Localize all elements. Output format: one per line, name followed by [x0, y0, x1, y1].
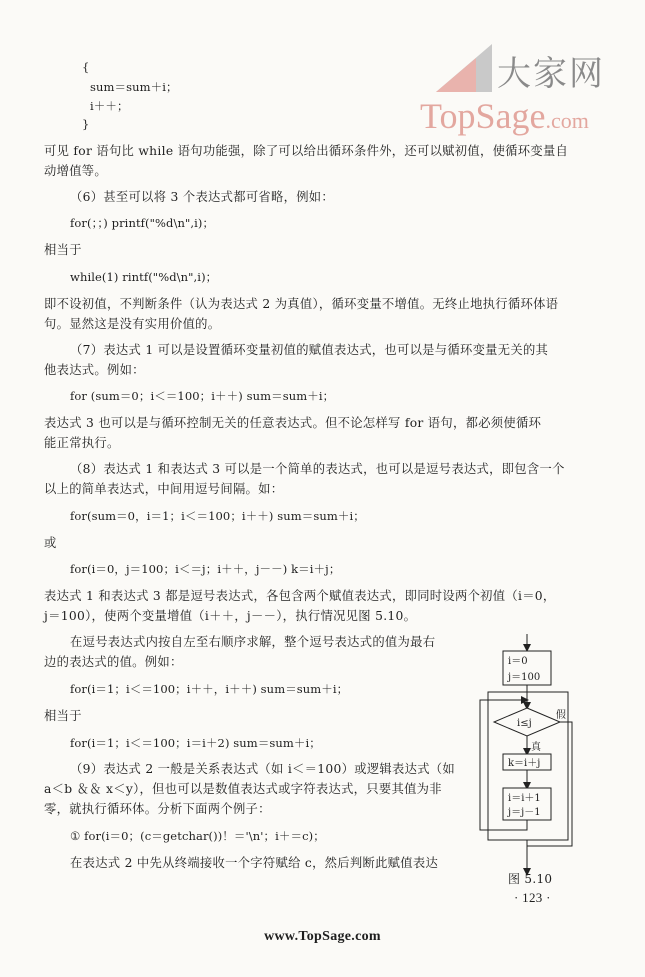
text-line: 可见 for 语句比 while 语句功能强，除了可以给出循环条件外，还可以赋初值，使循环变量自 [44, 144, 569, 158]
text-line: 即不设初值，不判断条件（认为表达式 2 为真值），循环变量不增值。无终止地执行循环体语 [44, 297, 559, 311]
flowchart-body-label: k＝i＋j [508, 758, 541, 769]
code-line: for(i＝1；i＜＝100；i＝i＋2) sum＝sum＋i； [70, 736, 321, 750]
text-line: 表达式 3 也可以是与循环控制无关的任意表达式。但不论怎样写 for 语句，都必须使循环 [44, 416, 542, 430]
text-line: 相当于 [44, 243, 82, 257]
watermark-chinese: 大家网 [497, 54, 605, 94]
text-line: 零，就执行循环体。分析下面两个例子： [44, 802, 271, 816]
text-line: 他表达式。例如： [44, 363, 145, 377]
text-line: （6）甚至可以将 3 个表达式都可省略，例如： [70, 190, 335, 204]
code-line: sum＝sum＋i； [90, 80, 178, 94]
text-line: 或 [44, 536, 57, 550]
code-line: } [82, 117, 90, 131]
text-line: 边的表达式的值。例如： [44, 655, 183, 669]
code-line: ① for(i＝0；(c＝getchar())！＝'\n'；i＋＝c)； [70, 829, 325, 843]
flowchart-false-label: 假 [556, 710, 566, 721]
text-line: 能正常执行。 [44, 436, 120, 450]
text-line: 句。显然这是没有实用价值的。 [44, 317, 221, 331]
flowchart-init-line-2: j＝100 [508, 672, 541, 683]
text-line: 相当于 [44, 709, 82, 723]
text-line: a＜b ＆＆ x＜y），但也可以是数值表达式或字符表达式，只要其值为非 [44, 782, 442, 796]
flowchart-true-label: 真 [531, 742, 541, 753]
figure-caption: 图 5.10 [508, 872, 553, 886]
text-line: 表达式 1 和表达式 3 都是逗号表达式，各包含两个赋值表达式，即同时设两个初值（i＝0， [44, 589, 556, 603]
text-line: 动增值等。 [44, 164, 107, 178]
code-line: while(1) rintf("%d\n",i)； [70, 270, 218, 284]
code-line: for(i＝1；i＜＝100；i＋＋，i＋＋) sum＝sum＋i； [70, 682, 349, 696]
page-number: · 123 · [514, 890, 551, 905]
text-line: （8）表达式 1 和表达式 3 可以是一个简单的表达式，也可以是逗号表达式，即包含一个 [70, 462, 565, 476]
text-line: （7）表达式 1 可以是设置循环变量初值的赋值表达式，也可以是与循环变量无关的其 [70, 343, 549, 357]
text-line: j＝100），使两个变量增值（i＋＋，j－－），执行情况见图 5.10。 [44, 609, 417, 623]
text-line: （9）表达式 2 一般是关系表达式（如 i＜＝100）或逻辑表达式（如 [70, 762, 455, 776]
code-line: { [82, 60, 90, 74]
flowchart-update-line-2: j＝j－1 [508, 807, 541, 818]
watermark-brand: TopSage.com [420, 96, 589, 136]
code-line: for(sum＝0，i＝1；i＜＝100；i＋＋) sum＝sum＋i； [70, 509, 365, 523]
code-line: for(；；) printf("%d\n",i)； [70, 216, 215, 230]
flowchart-init-line-1: i＝0 [508, 656, 528, 667]
code-line: i＋＋； [90, 99, 129, 113]
footer-url: www.TopSage.com [264, 929, 381, 944]
code-line: for(i＝0，j＝100；i＜＝j；i＋＋，j－－) k＝i＋j； [70, 562, 341, 576]
flowchart-update-line-1: i＝i＋1 [508, 793, 541, 804]
flowchart-figure [470, 630, 610, 880]
text-line: 在逗号表达式内按自左至右顺序求解，整个逗号表达式的值为最右 [70, 635, 436, 649]
code-line: for (sum＝0；i＜＝100；i＋＋) sum＝sum＋i； [70, 389, 335, 403]
text-line: 在表达式 2 中先从终端接收一个字符赋给 c，然后判断此赋值表达 [70, 856, 439, 870]
text-line: 以上的简单表达式，中间用逗号间隔。如： [44, 482, 284, 496]
flowchart-condition-label: i≤j [517, 718, 532, 729]
